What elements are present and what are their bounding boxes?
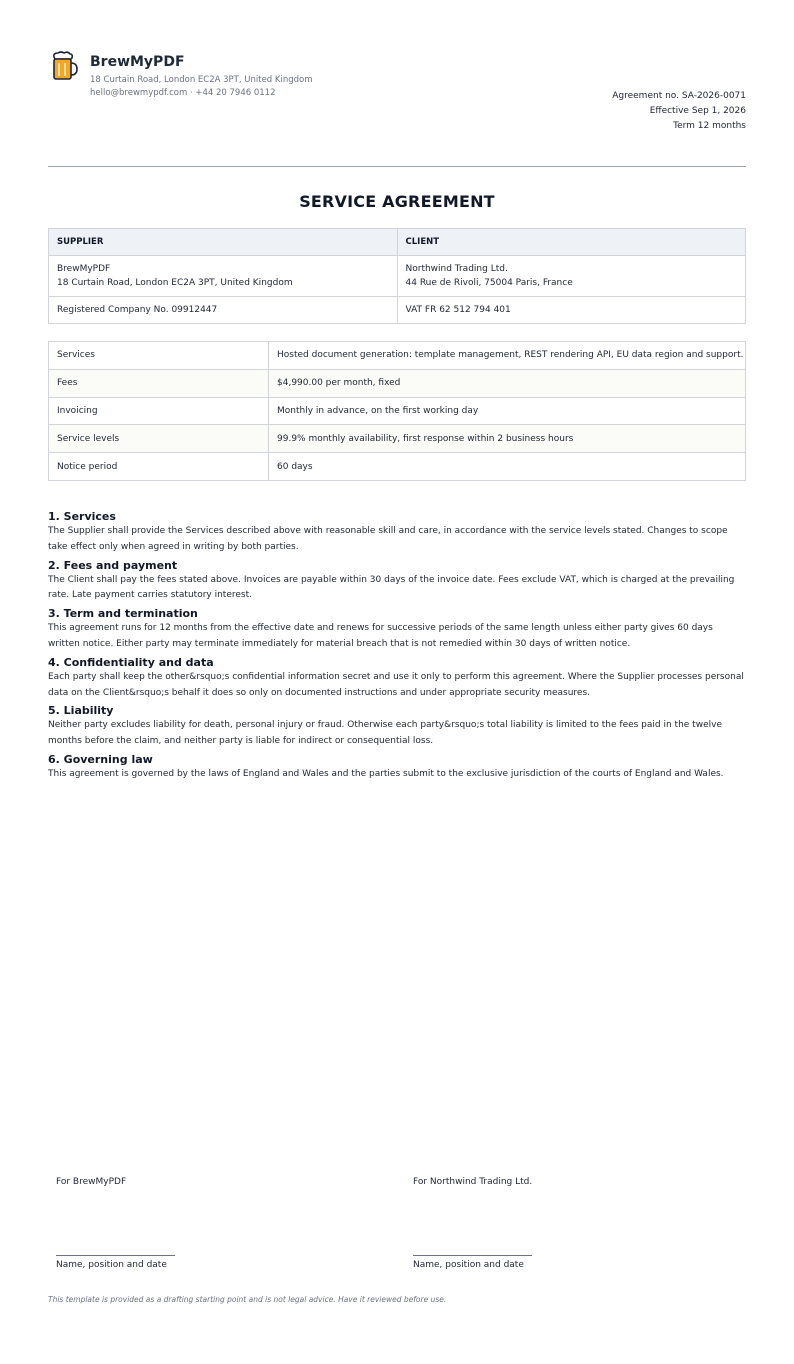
details-table xyxy=(48,341,746,481)
details-label: Fees xyxy=(49,369,269,397)
client-party-name: Northwind Trading Ltd. xyxy=(405,264,508,274)
supplier-signature-caption: Name, position and date xyxy=(56,1260,167,1270)
client-vat-number: VAT FR 62 512 794 401 xyxy=(397,297,746,324)
clause xyxy=(48,606,746,653)
client-signature-block xyxy=(413,1177,673,1270)
agreement-term: Term 12 months xyxy=(673,121,746,131)
details-label: Service levels xyxy=(49,425,269,453)
client-party-address: 44 Rue de Rivoli, 75004 Paris, France xyxy=(405,278,573,288)
details-row xyxy=(49,425,746,453)
clause-heading: 2. Fees and payment xyxy=(48,558,178,572)
supplier-signature-block xyxy=(56,1177,316,1270)
supplier-signature-line xyxy=(56,1255,175,1256)
details-value: 60 days xyxy=(269,453,746,481)
clause-text: The Supplier shall provide the Services described above with reasonable skill and care, in accordance with the service levels stated. Changes to scope take effect only when agreed in writing by both parties. xyxy=(48,526,728,552)
details-row xyxy=(49,453,746,481)
agreement-number: Agreement no. SA-2026-0071 xyxy=(612,91,746,101)
supplier-party-cell xyxy=(49,256,398,297)
details-row xyxy=(49,369,746,397)
clause-heading: 1. Services xyxy=(48,510,116,523)
clause-heading: 5. Liability xyxy=(48,704,114,718)
supplier-party-name: BrewMyPDF xyxy=(57,264,111,274)
details-label: Invoicing xyxy=(49,397,269,425)
clause-heading: 3. Term and termination xyxy=(48,607,198,621)
clause-text: This agreement runs for 12 months from the effective date and renews for successive periods of the same length unless either party gives 60 days written notice. Either party may terminate immediately for material breach that is not remedied within 30 days of written notice. xyxy=(48,623,713,649)
details-row xyxy=(49,342,746,370)
supplier-address: 18 Curtain Road, London EC2A 3PT, United Kingdom xyxy=(90,75,313,85)
beer-mug-icon xyxy=(48,50,80,82)
supplier-contact: hello@brewmypdf.com · +44 20 7946 0112 xyxy=(90,88,276,98)
supplier-party-address: 18 Curtain Road, London EC2A 3PT, United Kingdom xyxy=(57,278,293,288)
clause-text: The Client shall pay the fees stated above. Invoices are payable within 30 days of the invoice date. Fees exclude VAT, which is charged at the prevailing rate. Late payment carries statutory interest. xyxy=(48,574,735,601)
details-label: Services xyxy=(49,342,269,370)
document-header xyxy=(48,50,746,140)
effective-date: Effective Sep 1, 2026 xyxy=(649,106,746,116)
clause xyxy=(48,752,746,783)
header-divider xyxy=(48,166,746,167)
supplier-signature-for: For BrewMyPDF xyxy=(56,1177,127,1187)
client-signature-caption: Name, position and date xyxy=(413,1260,524,1270)
details-value: $4,990.00 per month, fixed xyxy=(269,369,746,397)
clause xyxy=(48,509,746,556)
details-value: Hosted document generation: template management, REST rendering API, EU data region and support. xyxy=(269,342,746,370)
clause-heading: 6. Governing law xyxy=(48,752,153,766)
details-row xyxy=(49,397,746,425)
clause xyxy=(48,655,746,702)
supplier-registration: Registered Company No. 09912447 xyxy=(49,297,398,324)
clause-heading: 4. Confidentiality and data xyxy=(48,655,214,669)
client-signature-line xyxy=(413,1255,532,1256)
supplier-brand-name: BrewMyPDF xyxy=(90,54,185,70)
client-party-cell xyxy=(397,256,746,297)
clause-text: Neither party excludes liability for death, personal injury or fraud. Otherwise each party&rsquo;s total liability is limited to the fees paid in the twelve months before the claim, and neither party is liable for indirect or consequential loss. xyxy=(48,720,722,747)
supplier-header: SUPPLIER xyxy=(49,229,398,256)
disclaimer-footnote: This template is provided as a drafting starting point and is not legal advice. Have it reviewed before use. xyxy=(48,1295,447,1304)
clause-text: This agreement is governed by the laws of England and Wales and the parties submit to the exclusive jurisdiction of the courts of England and Wales. xyxy=(48,768,724,779)
document-title: SERVICE AGREEMENT xyxy=(299,192,495,211)
service-agreement-page xyxy=(48,0,746,1364)
details-label: Notice period xyxy=(49,453,269,481)
client-header: CLIENT xyxy=(397,229,746,256)
parties-table xyxy=(48,228,746,324)
details-value: Monthly in advance, on the first working day xyxy=(269,397,746,425)
client-signature-for: For Northwind Trading Ltd. xyxy=(413,1177,533,1187)
clause xyxy=(48,558,746,605)
clause-text: Each party shall keep the other&rsquo;s confidential information secret and use it only to perform this agreement. Where the Supplier processes personal data on the Client&rsquo;s behalf it does so only on documented instructions and under appropriate security measures. xyxy=(48,671,744,698)
agreement-meta xyxy=(612,89,746,134)
details-value: 99.9% monthly availability, first response within 2 business hours xyxy=(269,425,746,453)
clause xyxy=(48,703,746,750)
clauses-section xyxy=(48,509,746,785)
